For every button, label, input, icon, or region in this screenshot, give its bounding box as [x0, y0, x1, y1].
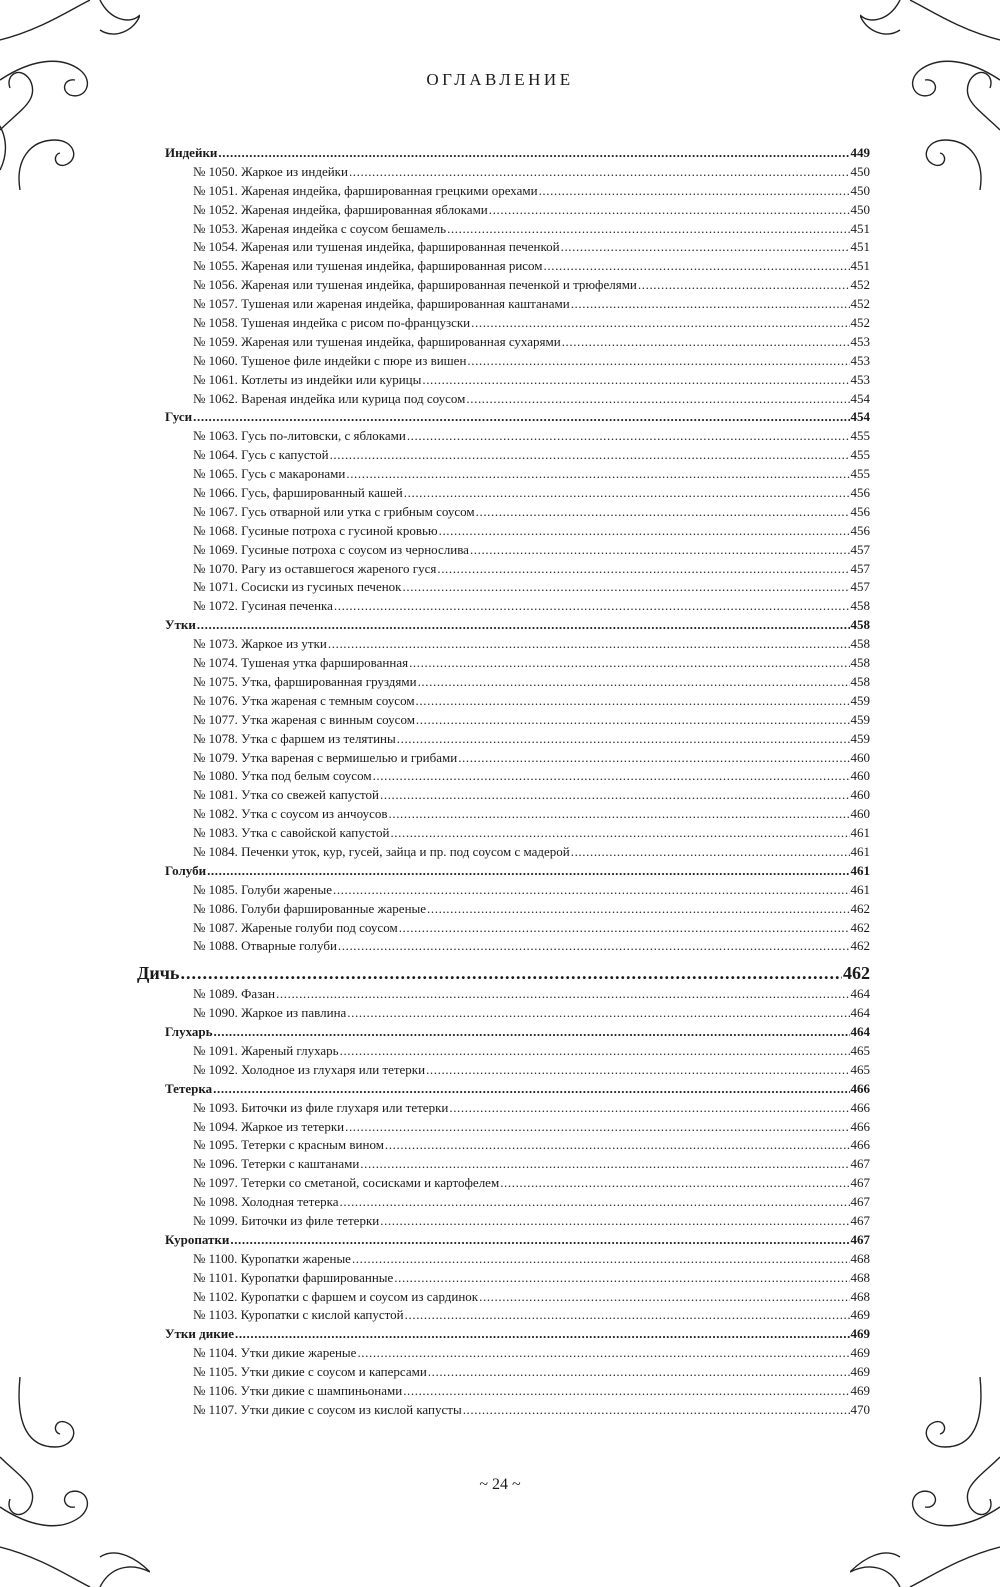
toc-entry — [137, 919, 870, 938]
dot-leader — [416, 711, 850, 730]
entry-title: № 1088. Отварные голуби — [193, 938, 337, 954]
toc-entry — [137, 786, 870, 805]
entry-page-number: 450 — [850, 201, 870, 217]
entry-title: Утки — [165, 617, 196, 633]
entry-title: № 1100. Куропатки жареные — [193, 1250, 351, 1266]
toc-entry — [137, 1401, 870, 1420]
toc-entry — [137, 1212, 870, 1231]
toc-subheading — [137, 862, 870, 881]
toc-entry — [137, 220, 870, 239]
entry-title: № 1052. Жареная индейка, фаршированная яблоками — [193, 201, 488, 217]
toc-entry — [137, 560, 870, 579]
dot-leader — [403, 1382, 849, 1401]
entry-page-number: 457 — [850, 541, 870, 557]
entry-title: № 1106. Утки дикие с шампиньонами — [193, 1383, 403, 1398]
entry-title: № 1099. Биточки из филе тетерки — [193, 1212, 380, 1228]
toc-entry — [137, 578, 870, 597]
dot-leader — [571, 295, 850, 314]
toc-entry — [137, 541, 870, 560]
entry-title: Утки дикие — [165, 1326, 234, 1342]
entry-title: № 1053. Жареная индейка с соусом бешамель — [193, 220, 447, 236]
dot-leader — [328, 635, 850, 654]
dot-leader — [405, 1306, 850, 1325]
dot-leader — [346, 465, 849, 484]
entry-page-number: 464 — [850, 986, 870, 1002]
toc-entry — [137, 767, 870, 786]
entry-title: № 1085. Голуби жареные — [193, 881, 332, 897]
toc-entry — [137, 805, 870, 824]
toc-entry — [137, 503, 870, 522]
entry-title: № 1077. Утка жареная с винным соусом — [193, 711, 415, 727]
toc-entry — [137, 390, 870, 409]
toc-entry — [137, 1344, 870, 1363]
dot-leader — [467, 352, 849, 371]
toc-entry — [137, 824, 870, 843]
toc-entry — [137, 692, 870, 711]
dot-leader — [437, 560, 849, 579]
entry-page-number: 461 — [850, 825, 870, 841]
dot-leader — [638, 276, 850, 295]
toc-entry — [137, 427, 870, 446]
entry-title: № 1058. Тушеная индейка с рисом по-французски — [193, 315, 471, 331]
entry-page-number: 465 — [850, 1061, 870, 1077]
entry-page-number: 470 — [850, 1401, 870, 1417]
dot-leader — [385, 1136, 850, 1155]
toc-section-heading — [137, 961, 870, 985]
entry-page-number: 462 — [843, 963, 870, 984]
entry-title: № 1051. Жареная индейка, фаршированная грецкими орехами — [193, 182, 538, 198]
entry-title: № 1094. Жаркое из тетерки — [193, 1118, 345, 1134]
toc-subheading — [137, 144, 870, 163]
toc-entry — [137, 749, 870, 768]
dot-leader — [426, 1061, 849, 1080]
dot-leader — [340, 1193, 850, 1212]
entry-title: № 1061. Котлеты из индейки или курицы — [193, 371, 422, 387]
entry-title: № 1104. Утки дикие жареные — [193, 1345, 357, 1361]
entry-page-number: 467 — [850, 1156, 870, 1172]
entry-page-number: 455 — [850, 466, 870, 482]
entry-page-number: 462 — [850, 900, 870, 916]
table-of-contents — [137, 144, 870, 1420]
entry-page-number: 456 — [850, 522, 870, 538]
entry-title: № 1065. Гусь с макаронами — [193, 466, 346, 482]
toc-entry — [137, 201, 870, 220]
entry-title: Гуси — [165, 409, 193, 425]
toc-entry — [137, 654, 870, 673]
toc-entry — [137, 522, 870, 541]
entry-title: № 1095. Тетерки с красным вином — [193, 1137, 384, 1153]
entry-title: № 1074. Тушеная утка фаршированная — [193, 655, 409, 671]
entry-page-number: 460 — [850, 749, 870, 765]
dot-leader — [476, 503, 850, 522]
dot-leader — [562, 333, 850, 352]
entry-title: Дичь — [137, 963, 180, 984]
dot-leader — [193, 408, 849, 427]
dot-leader — [214, 1023, 850, 1042]
entry-page-number: 457 — [850, 560, 870, 576]
entry-title: № 1092. Холодное из глухаря или тетерки — [193, 1061, 426, 1077]
entry-title: № 1087. Жареные голуби под соусом — [193, 919, 398, 935]
entry-title: № 1072. Гусиная печенка — [193, 598, 333, 614]
toc-entry — [137, 1118, 870, 1137]
entry-page-number: 458 — [850, 673, 870, 689]
toc-entry — [137, 295, 870, 314]
toc-entry — [137, 1042, 870, 1061]
entry-title: № 1056. Жареная или тушеная индейка, фаршированная печенкой и трюфелями — [193, 277, 637, 293]
toc-entry — [137, 446, 870, 465]
entry-title: № 1107. Утки дикие с соусом из кислой капусты — [193, 1401, 462, 1417]
dot-leader — [428, 1363, 850, 1382]
entry-title: № 1082. Утка с соусом из анчоусов — [193, 806, 388, 822]
entry-page-number: 468 — [850, 1250, 870, 1266]
entry-page-number: 455 — [850, 428, 870, 444]
entry-page-number: 459 — [850, 711, 870, 727]
dot-leader — [471, 314, 849, 333]
entry-page-number: 462 — [850, 919, 870, 935]
entry-page-number: 456 — [850, 485, 870, 501]
toc-entry — [137, 1382, 870, 1401]
entry-page-number: 452 — [850, 277, 870, 293]
toc-subheading — [137, 616, 870, 635]
entry-title: № 1101. Куропатки фаршированные — [193, 1269, 394, 1285]
dot-leader — [390, 824, 849, 843]
entry-title: № 1097. Тетерки со сметаной, сосисками и картофелем — [193, 1175, 500, 1191]
entry-title: № 1079. Утка вареная с вермишелью и грибами — [193, 749, 458, 765]
dot-leader — [466, 390, 849, 409]
toc-entry — [137, 673, 870, 692]
entry-title: Тетерка — [165, 1080, 213, 1096]
entry-title: Индейки — [165, 145, 218, 160]
entry-page-number: 467 — [850, 1175, 870, 1191]
toc-entry — [137, 352, 870, 371]
toc-entry — [137, 881, 870, 900]
entry-title: № 1091. Жареный глухарь — [193, 1042, 339, 1058]
entry-page-number: 451 — [850, 258, 870, 274]
toc-entry — [137, 333, 870, 352]
toc-entry — [137, 1155, 870, 1174]
dot-leader — [427, 900, 849, 919]
dot-leader — [345, 1118, 849, 1137]
dot-leader — [373, 767, 850, 786]
entry-title: № 1064. Гусь с капустой — [193, 447, 329, 463]
dot-leader — [539, 182, 850, 201]
entry-title: № 1066. Гусь, фаршированный кашей — [193, 485, 403, 501]
dot-leader — [360, 1155, 849, 1174]
entry-title: № 1054. Жареная или тушеная индейка, фаршированная печенкой — [193, 239, 560, 255]
toc-entry — [137, 371, 870, 390]
toc-entry — [137, 1136, 870, 1155]
entry-title: № 1070. Рагу из оставшегося жареного гуся — [193, 560, 437, 576]
dot-leader — [418, 673, 850, 692]
entry-page-number: 458 — [850, 617, 870, 633]
entry-page-number: 450 — [850, 182, 870, 198]
entry-page-number: 460 — [850, 806, 870, 822]
toc-subheading — [137, 1080, 870, 1099]
entry-page-number: 458 — [850, 636, 870, 652]
entry-page-number: 466 — [850, 1137, 870, 1153]
entry-title: № 1081. Утка со свежей капустой — [193, 787, 379, 803]
entry-page-number: 458 — [850, 598, 870, 614]
toc-entry — [137, 900, 870, 919]
dot-leader — [394, 1269, 849, 1288]
entry-title: № 1090. Жаркое из павлина — [193, 1005, 347, 1021]
corner-ornament-top-left — [0, 0, 140, 190]
toc-subheading — [137, 1231, 870, 1250]
entry-page-number: 468 — [850, 1288, 870, 1304]
entry-page-number: 466 — [850, 1080, 870, 1096]
toc-entry — [137, 314, 870, 333]
entry-page-number: 467 — [850, 1194, 870, 1210]
entry-page-number: 451 — [850, 220, 870, 236]
dot-leader — [416, 692, 850, 711]
entry-page-number: 453 — [850, 371, 870, 387]
toc-entry — [137, 1004, 870, 1023]
dot-leader — [463, 1401, 850, 1420]
toc-entry — [137, 1193, 870, 1212]
entry-title: № 1067. Гусь отварной или утка с грибным соусом — [193, 503, 475, 519]
entry-title: № 1080. Утка под белым соусом — [193, 768, 372, 784]
dot-leader — [334, 597, 850, 616]
entry-page-number: 450 — [850, 163, 870, 179]
entry-title: № 1078. Утка с фаршем из телятины — [193, 730, 396, 746]
toc-entry — [137, 1174, 870, 1193]
toc-entry — [137, 238, 870, 257]
entry-title: № 1076. Утка жареная с темным соусом — [193, 692, 415, 708]
toc-entry — [137, 1363, 870, 1382]
corner-ornament-top-right — [860, 0, 1000, 190]
dot-leader — [404, 484, 850, 503]
toc-subheading — [137, 408, 870, 427]
toc-entry — [137, 1099, 870, 1118]
dot-leader — [180, 961, 842, 985]
toc-entry — [137, 985, 870, 1004]
dot-leader — [544, 257, 850, 276]
entry-title: № 1068. Гусиные потроха с гусиной кровью — [193, 522, 438, 538]
dot-leader — [500, 1174, 849, 1193]
page-title: ОГЛАВЛЕНИЕ — [426, 70, 574, 89]
entry-page-number: 464 — [850, 1024, 870, 1040]
dot-leader — [422, 371, 849, 390]
entry-page-number: 469 — [850, 1307, 870, 1323]
entry-title: № 1089. Фазан — [193, 986, 276, 1002]
entry-title: № 1050. Жаркое из индейки — [193, 163, 348, 179]
entry-page-number: 460 — [850, 787, 870, 803]
entry-page-number: 467 — [850, 1212, 870, 1228]
entry-page-number: 452 — [850, 296, 870, 312]
entry-page-number: 454 — [850, 390, 870, 406]
dot-leader — [470, 541, 850, 560]
dot-leader — [347, 1004, 849, 1023]
entry-page-number: 459 — [850, 692, 870, 708]
dot-leader — [439, 522, 850, 541]
entry-page-number: 469 — [850, 1364, 870, 1380]
toc-entry — [137, 1288, 870, 1307]
entry-page-number: 466 — [850, 1118, 870, 1134]
dot-leader — [399, 919, 850, 938]
dot-leader — [380, 1212, 849, 1231]
entry-page-number: 462 — [850, 938, 870, 954]
dot-leader — [409, 654, 849, 673]
entry-page-number: 468 — [850, 1269, 870, 1285]
toc-entry — [137, 257, 870, 276]
dot-leader — [340, 1042, 850, 1061]
entry-page-number: 466 — [850, 1099, 870, 1115]
toc-entry — [137, 163, 870, 182]
entry-page-number: 464 — [850, 1005, 870, 1021]
entry-page-number: 449 — [850, 145, 870, 160]
entry-page-number: 452 — [850, 315, 870, 331]
entry-page-number: 453 — [850, 352, 870, 368]
toc-entry — [137, 730, 870, 749]
entry-page-number: 461 — [850, 881, 870, 897]
toc-entry — [137, 1306, 870, 1325]
entry-page-number: 467 — [850, 1231, 870, 1247]
dot-leader — [389, 805, 850, 824]
entry-title: № 1093. Биточки из филе глухаря или тетерки — [193, 1099, 449, 1115]
toc-entry — [137, 711, 870, 730]
entry-title: № 1105. Утки дикие с соусом и каперсами — [193, 1364, 427, 1380]
entry-title: № 1063. Гусь по-литовски, с яблоками — [193, 428, 406, 444]
dot-leader — [447, 220, 849, 239]
entry-title: № 1069. Гусиные потроха с соусом из чернослива — [193, 541, 469, 557]
toc-subheading — [137, 1325, 870, 1344]
dot-leader — [403, 578, 850, 597]
toc-entry — [137, 484, 870, 503]
entry-title: № 1060. Тушеное филе индейки с пюре из вишен — [193, 352, 467, 368]
dot-leader — [349, 163, 850, 182]
toc-entry — [137, 843, 870, 862]
toc-entry — [137, 465, 870, 484]
dot-leader — [218, 144, 849, 163]
entry-page-number: 460 — [850, 768, 870, 784]
entry-page-number: 458 — [850, 655, 870, 671]
entry-page-number: 469 — [850, 1345, 870, 1361]
entry-page-number: 461 — [850, 843, 870, 859]
dot-leader — [489, 201, 850, 220]
entry-title: № 1073. Жаркое из утки — [193, 636, 327, 652]
entry-page-number: 461 — [850, 862, 870, 878]
entry-title: № 1055. Жареная или тушеная индейка, фаршированная рисом — [193, 258, 543, 274]
entry-page-number: 454 — [850, 409, 870, 425]
toc-entry — [137, 182, 870, 201]
entry-page-number: 457 — [850, 579, 870, 595]
toc-subheading — [137, 1023, 870, 1042]
entry-page-number: 456 — [850, 503, 870, 519]
entry-title: № 1084. Печенки уток, кур, гусей, зайца и пр. под соусом с мадерой — [193, 843, 570, 859]
dot-leader — [407, 427, 850, 446]
dot-leader — [571, 843, 850, 862]
dot-leader — [330, 446, 850, 465]
entry-title: № 1103. Куропатки с кислой капустой — [193, 1307, 404, 1323]
entry-title: № 1083. Утка с савойской капустой — [193, 825, 390, 841]
dot-leader — [458, 749, 849, 768]
entry-title: № 1098. Холодная тетерка — [193, 1194, 339, 1210]
entry-title: Глухарь — [165, 1024, 213, 1040]
entry-page-number: 465 — [850, 1042, 870, 1058]
entry-title: № 1059. Жареная или тушеная индейка, фаршированная сухарями — [193, 333, 561, 349]
entry-title: Голуби — [165, 862, 207, 878]
dot-leader — [230, 1231, 849, 1250]
dot-leader — [380, 786, 850, 805]
toc-entry — [137, 1269, 870, 1288]
toc-entry — [137, 635, 870, 654]
dot-leader — [357, 1344, 849, 1363]
dot-leader — [333, 881, 850, 900]
entry-title: № 1075. Утка, фаршированная груздями — [193, 673, 417, 689]
dot-leader — [561, 238, 850, 257]
dot-leader — [449, 1099, 849, 1118]
entry-title: Куропатки — [165, 1231, 230, 1247]
dot-leader — [235, 1325, 850, 1344]
entry-title: № 1071. Сосиски из гусиных печенок — [193, 579, 402, 595]
toc-entry — [137, 1061, 870, 1080]
entry-title: № 1062. Вареная индейка или курица под соусом — [193, 390, 466, 406]
entry-title: № 1086. Голуби фаршированные жареные — [193, 900, 427, 916]
entry-page-number: 455 — [850, 447, 870, 463]
toc-entry — [137, 597, 870, 616]
entry-title: № 1102. Куропатки с фаршем и соусом из сардинок — [193, 1288, 479, 1304]
entry-page-number: 469 — [850, 1383, 870, 1398]
toc-entry — [137, 1250, 870, 1269]
dot-leader — [197, 616, 850, 635]
entry-page-number: 451 — [850, 239, 870, 255]
entry-page-number: 453 — [850, 333, 870, 349]
dot-leader — [479, 1288, 849, 1307]
dot-leader — [276, 985, 849, 1004]
dot-leader — [338, 937, 850, 956]
dot-leader — [213, 1080, 849, 1099]
dot-leader — [352, 1250, 850, 1269]
dot-leader — [207, 862, 849, 881]
dot-leader — [397, 730, 850, 749]
entry-page-number: 459 — [850, 730, 870, 746]
page-number: ~ 24 ~ — [479, 1476, 521, 1493]
entry-page-number: 469 — [850, 1326, 870, 1342]
toc-entry — [137, 937, 870, 956]
entry-title: № 1096. Тетерки с каштанами — [193, 1156, 360, 1172]
toc-entry — [137, 276, 870, 295]
entry-title: № 1057. Тушеная или жареная индейка, фаршированная каштанами — [193, 296, 570, 312]
